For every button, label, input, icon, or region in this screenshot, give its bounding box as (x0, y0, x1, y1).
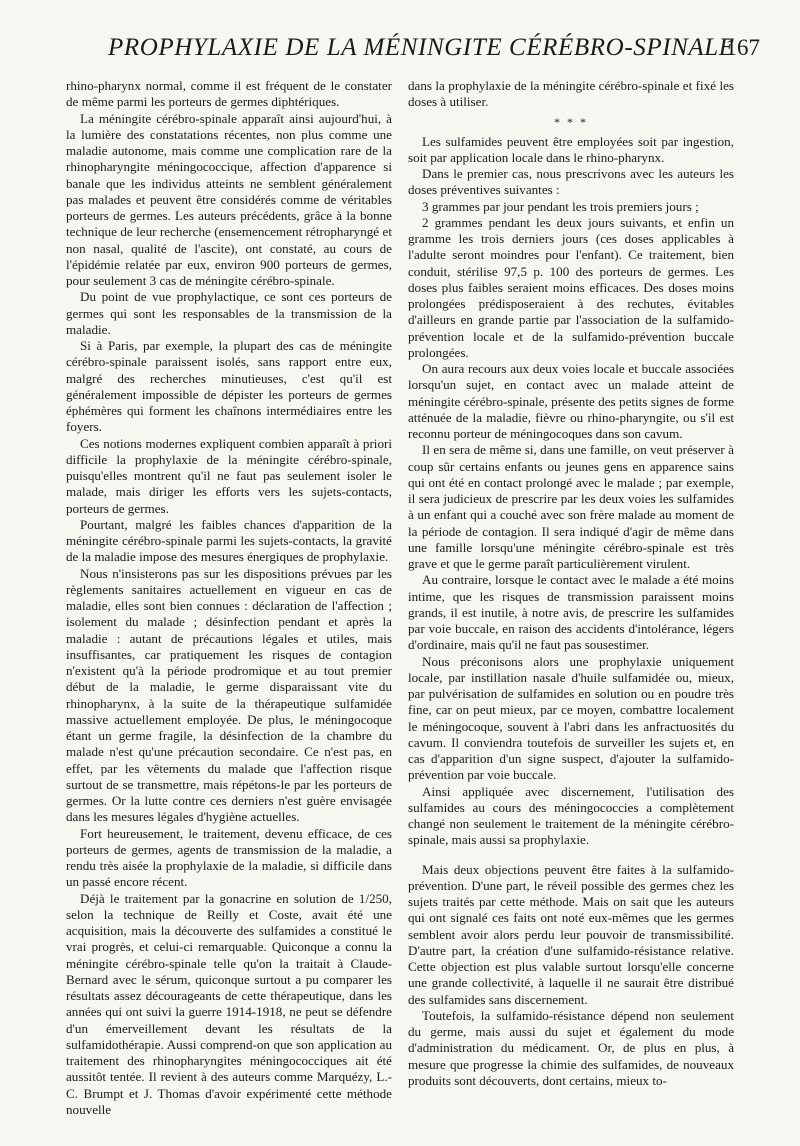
paragraph: Déjà le traitement par la gonacrine en solution de 1/250, selon la technique de Reilly et Coste, avait été une acquisition, mais la découverte des sulfamides a constitué le vrai progrès, et celui-ci remarquable. Quiconque a connu la méningite cérébro-spinale telle qu'on la traitait à Claude-Bernard avec le sérum, quiconque surtout a pu comparer les résultats assez décourageants de cette thérapeutique, dans les années qui ont suivi la guerre 1914-1918, ne peut se défendre d'un émerveillement devant les résultats de la sulfamidothérapie. Aussi comprend-on que son application au traitement des rhinopharyngites méningococciques ait été aussitôt tentée. Il revient à des auteurs comme Marquézy, L.-C. Brumpt et J. Thomas d'avoir expérimenté cette méthode nouvelle (66, 890, 392, 1117)
paragraph: La méningite cérébro-spinale apparaît ainsi aujourd'hui, à la lumière des constatations récentes, non plus comme une maladie autonome, mais comme une complication rare de la rhinopharyngite méningococcique, affection d'apparence si banale que les individus atteints ne semblent généralement pas malades et peuvent être considérés comme de véritables porteurs de germes. Les auteurs précédents, grâce à la bonne technique de leur recherche (ensemencement rétropharyngé et non nasal, qualité de l'ascite), ont constaté, au cours de l'épidémie relatée par eux, environ 900 porteurs de germes, pour seulement 3 cas de méningite cérébro-spinale. (66, 110, 392, 288)
paragraph: Nous préconisons alors une prophylaxie uniquement locale, par instillation nasale d'huile sulfamidée ou, mieux, par pulvérisation de sulfamides en solution ou en poudre très fine, car on peut mieux, par ce moyen, combattre localement le méningocoque, souvent à l'abri dans les anfractuosités du cavum. Il conviendra toutefois de surveiller les sujets et, en cas d'apparition d'un signe suspect, d'ajouter la sulfamido-prévention par voie buccale. (408, 653, 734, 783)
running-title: PROPHYLAXIE DE LA MÉNINGITE CÉRÉBRO-SPINALE (108, 34, 735, 61)
paragraph: Les sulfamides peuvent être employées soit par ingestion, soit par application locale dans le rhino-pharynx. (408, 133, 734, 165)
running-header (60, 34, 760, 70)
paragraph: On aura recours aux deux voies locale et buccale associées lorsqu'un sujet, en contact avec un malade atteint de méningite cérébro-spinale, présente des petits signes de forme atténuée de la maladie, fièvre ou rhino-pharyngite, ou s'il est reconnu porteur de méningocoques dans son cavum. (408, 361, 734, 441)
paragraph: Il en sera de même si, dans une famille, on veut préserver à coup sûr certains enfants ou jeunes gens en apparence sains qui ont été en contact prolongé avec le malade ; par exemple, il sera judicieux de prescrire par les deux voies les sulfamides à un enfant qui a couché avec son frère malade au moment de la période de contagion. Il sera indiqué d'agir de même dans une famille lorsqu'une méningite cérébro-spinale est très grave et que le germe paraît particulièrement virulent. (408, 442, 734, 571)
paragraph: Pourtant, malgré les faibles chances d'apparition de la méningite cérébro-spinale parmi les sujets-contacts, la gravité de la maladie impose des mesures énergiques de prophylaxie. (66, 516, 392, 565)
right-column (408, 78, 734, 1089)
section-separator: * * * (554, 114, 588, 129)
paragraph: Dans le premier cas, nous prescrivons avec les auteurs les doses préventives suivantes : (408, 166, 734, 198)
paragraph: 2 grammes pendant les deux jours suivants, et enfin un gramme les trois derniers jours (ces doses applicables à l'adulte seront moindres pour l'enfant). Ce traitement, bien conduit, stérilise 97,5 p. 100 des porteurs de germes. Les doses plus faibles seraient moins efficaces. Des doses moins prolongées prédisposeraient à des rechutes, évitables d'ailleurs en grande partie par l'association de la sulfamido-prévention locale et de la sulfamido-prévention buccale prolongées. (408, 214, 734, 360)
paragraph: Nous n'insisterons pas sur les dispositions prévues par les règlements sanitaires actuellement en vigueur en cas de maladie, elles sont bien connues : déclaration de l'affection ; isolement du malade ; désinfection pendant et après la maladie : autant de précautions légales et utiles, mais insuffisantes, car pratiquement les risques de contagion n'existent qu'à la période prodromique et au tout premier début de la maladie, le germe disparaissant vite du rhinopharynx, à la suite de la thérapeutique sulfamidée massive actuellement employée. De plus, le méningocoque étant un germe fragile, la désinfection de la chambre du malade n'est qu'une précaution secondaire. Ce n'est pas, en effet, par les vêtements du malade que l'affection risque surtout de se transmettre, mais répétons-le par les porteurs de germes. Or la lutte contre ces derniers n'est guère envisagée dans les mesures légales d'hygiène actuelles. (66, 565, 392, 825)
paragraph: Au contraire, lorsque le contact avec le malade a été moins intime, que les risques de transmission paraissent moins grands, il est inutile, à notre avis, de prescrire les sulfamides par voie buccale, en raison des accidents d'intolérance, légers d'ordinaire, mais qu'il ne faut pas sousestimer. (408, 572, 734, 653)
paragraph: dans la prophylaxie de la méningite cérébro-spinale et fixé les doses à utiliser. (408, 78, 734, 110)
page-number: 167 (725, 35, 760, 60)
paragraph: Mais deux objections peuvent être faites à la sulfamido-prévention. D'une part, le réveil possible des germes chez les sujets traités par cette méthode. Mais on sait que les auteurs qui ont signalé ces faits ont noté eux-mêmes que les germes semblent avoir alors perdu leur pouvoir de transmissibilité. D'autre part, la création d'une sulfamido-résistance relative. Cette objection est plus valable surtout lorsqu'elle concerne une grande collectivité, à laquelle il ne saurait être distribué des sulfamides sans discernement. (408, 861, 734, 1007)
paragraph: Si à Paris, par exemple, la plupart des cas de méningite cérébro-spinale paraissent isolés, sans rapport entre eux, malgré des recherches minutieuses, c'est qu'il est généralement impossible de dépister les porteurs de germes éphémères qui forment les chaînons intermédiaires entre les foyers. (66, 338, 392, 435)
paragraph: Toutefois, la sulfamido-résistance dépend non seulement du germe, mais aussi du sujet et également du mode d'administration du médicament. Or, de plus en plus, à mesure que progresse la chimie des sulfamides, de nouveaux produits sont découverts, dont certains, mieux to- (408, 1007, 734, 1088)
paragraph: rhino-pharynx normal, comme il est fréquent de le constater de même parmi les porteurs de germes diphtériques. (66, 78, 392, 110)
left-column (66, 78, 392, 1118)
paragraph: Ces notions modernes expliquent combien apparaît à priori difficile la prophylaxie de la méningite cérébro-spinale, puisqu'elles montrent qu'il ne faut pas seulement isoler le malade, mais diriger les efforts vers les sujets-contacts, porteurs de germes. (66, 435, 392, 516)
dose-line: 3 grammes par jour pendant les trois premiers jours ; (422, 198, 699, 214)
paragraph: Du point de vue prophylactique, ce sont ces porteurs de germes qui sont les responsables de la transmission de la maladie. (66, 289, 392, 337)
paragraph: Ainsi appliquée avec discernement, l'utilisation des sulfamides au cours des méningococcies a complètement changé non seulement le traitement de la méningite cérébro-spinale, mais aussi sa prophylaxie. (408, 783, 734, 848)
paragraph: Fort heureusement, le traitement, devenu efficace, de ces porteurs de germes, agents de transmission de la maladie, a rendu très aisée la prophylaxie de la maladie, si difficile dans un passé encore récent. (66, 825, 392, 890)
